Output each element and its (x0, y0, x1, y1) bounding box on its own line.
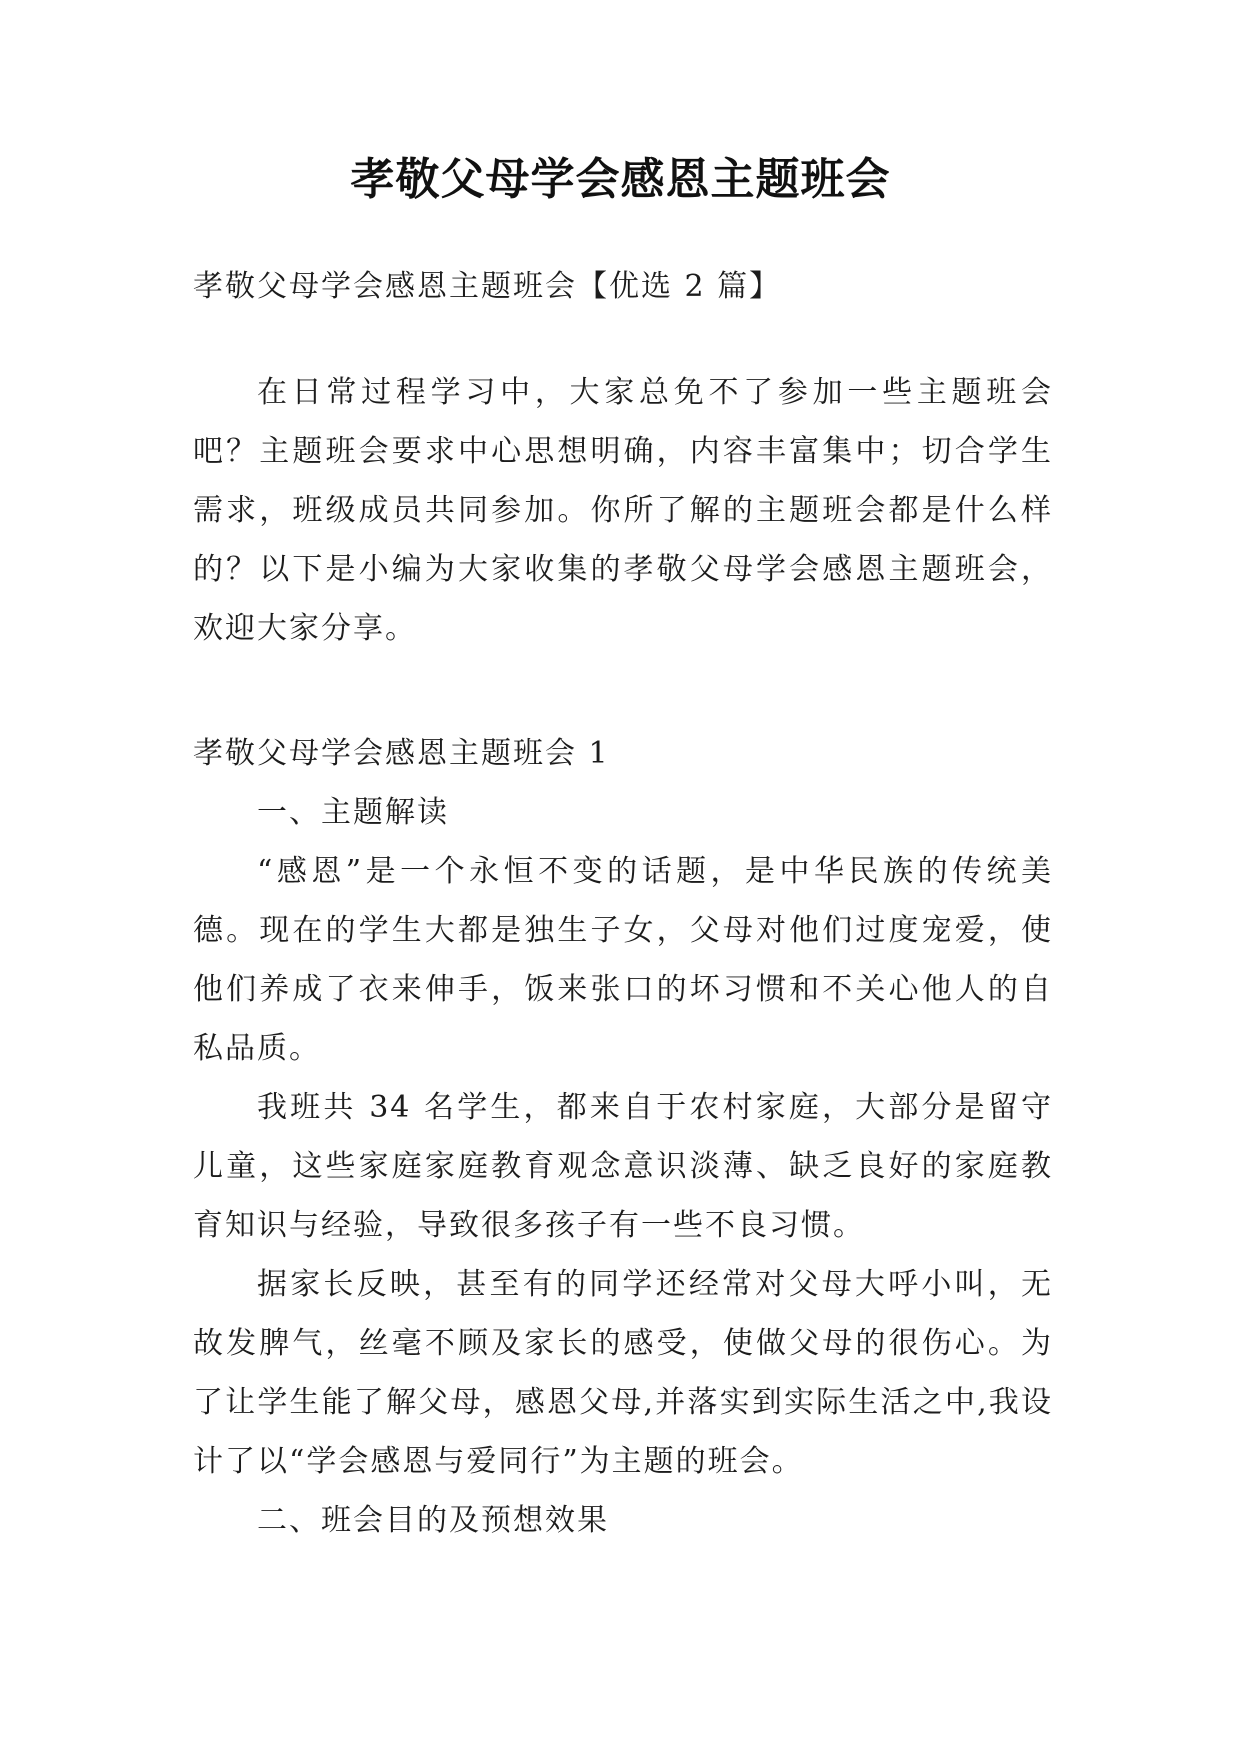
section-title: 孝敬父母学会感恩主题班会 1 (193, 736, 610, 771)
body-paragraph: 我班共 34 名学生，都来自于农村家庭，大部分是留守儿童，这些家庭家庭教育观念意识淡薄、缺乏良好的家庭教育知识与经验，导致很多孩子有一些不良习惯。 (193, 1090, 1053, 1243)
heading-purpose-effect: 二、班会目的及预想效果 (257, 1503, 609, 1538)
intro-paragraph: 在日常过程学习中，大家总免不了参加一些主题班会吧？主题班会要求中心思想明确，内容丰富集中；切合学生需求，班级成员共同参加。你所了解的主题班会都是什么样的？以下是小编为大家收集的孝敬父母学会感恩主题班会，欢迎大家分享。 (193, 375, 1053, 646)
document-subtitle: 孝敬父母学会感恩主题班会【优选 2 篇】 (193, 269, 782, 304)
body-paragraph: 据家长反映，甚至有的同学还经常对父母大呼小叫，无故发脾气，丝毫不顾及家长的感受，使做父母的很伤心。为了让学生能了解父母，感恩父母,并落实到实际生活之中,我设计了以“学会感恩与爱同行”为主题的班会。 (193, 1267, 1053, 1479)
document-title: 孝敬父母学会感恩主题班会 (350, 154, 891, 205)
body-paragraph: “感恩”是一个永恒不变的话题，是中华民族的传统美德。现在的学生大都是独生子女，父母对他们过度宠爱，使他们养成了衣来伸手，饭来张口的坏习惯和不关心他人的自私品质。 (193, 854, 1053, 1066)
document-body (193, 257, 1053, 1550)
heading-theme-interpretation: 一、主题解读 (257, 795, 449, 830)
